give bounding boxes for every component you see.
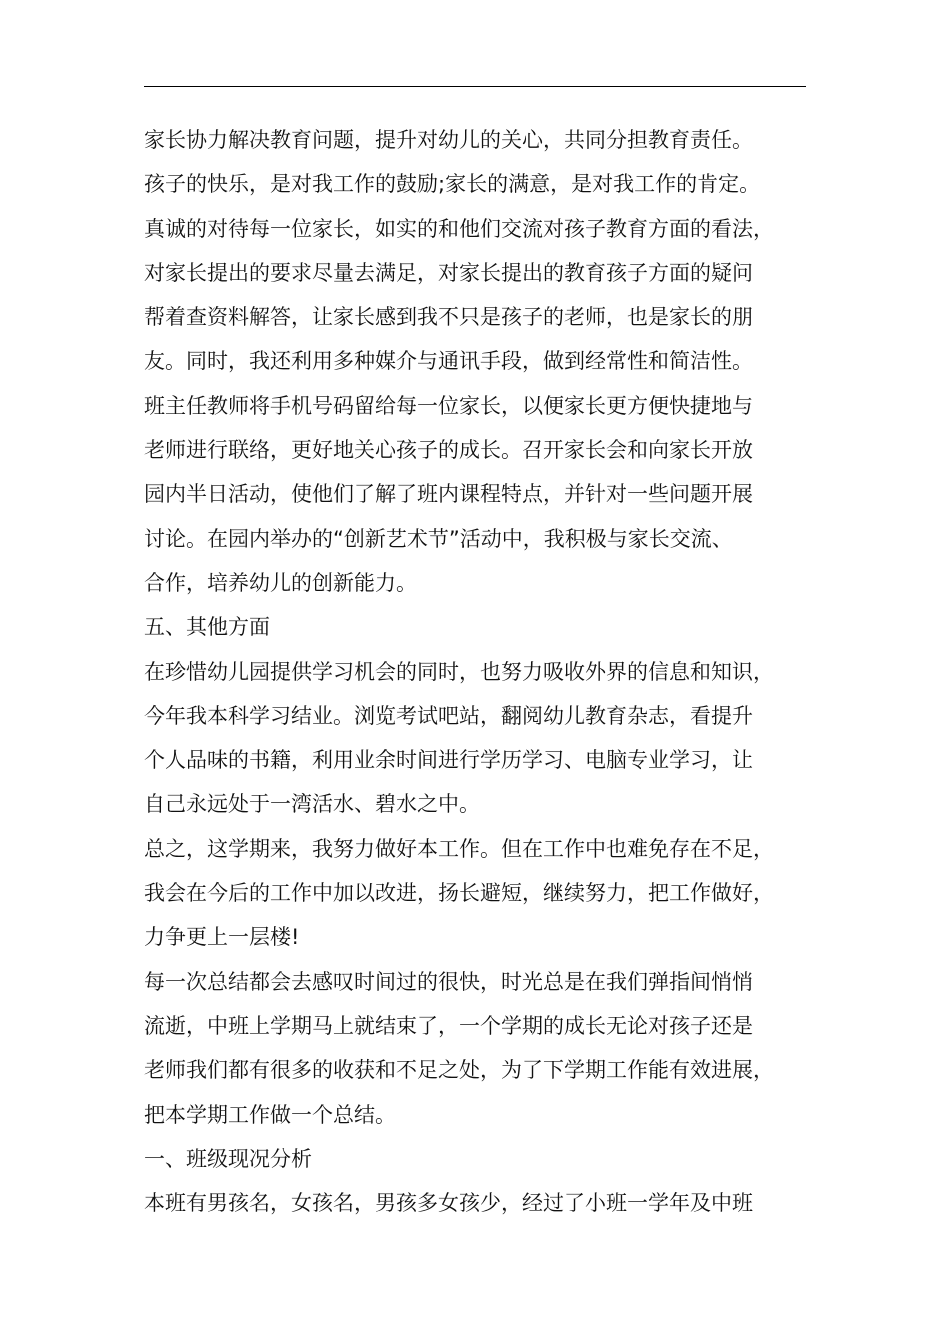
text-line: 在珍惜幼儿园提供学习机会的同时，也努力吸收外界的信息和知识， bbox=[144, 659, 774, 684]
text-line: 帮着查资料解答，让家长感到我不只是孩子的老师，也是家长的朋 bbox=[144, 305, 753, 330]
text-line: 自己永远处于一湾活水、碧水之中。 bbox=[144, 792, 480, 817]
header-rule bbox=[144, 86, 806, 87]
text-line: 真诚的对待每一位家长，如实的和他们交流对孩子教育方面的看法， bbox=[144, 216, 774, 241]
section-heading: 一、班级现况分析 bbox=[144, 1146, 312, 1171]
text-line: 园内半日活动，使他们了解了班内课程特点，并针对一些问题开展 bbox=[144, 482, 753, 507]
text-line: 今年我本科学习结业。浏览考试吧站，翻阅幼儿教育杂志，看提升 bbox=[144, 703, 753, 728]
text-line: 老师我们都有很多的收获和不足之处，为了下学期工作能有效进展， bbox=[144, 1058, 774, 1083]
text-line: 合作，培养幼儿的创新能力。 bbox=[144, 570, 417, 595]
text-line: 本班有男孩名，女孩名，男孩多女孩少，经过了小班一学年及中班 bbox=[144, 1191, 753, 1216]
text-line: 把本学期工作做一个总结。 bbox=[144, 1102, 396, 1127]
text-line: 班主任教师将手机号码留给每一位家长，以便家长更方便快捷地与 bbox=[144, 393, 753, 418]
text-line: 每一次总结都会去感叹时间过的很快，时光总是在我们弹指间悄悄 bbox=[144, 969, 753, 994]
section-heading: 五、其他方面 bbox=[144, 615, 270, 640]
text-line: 个人品味的书籍，利用业余时间进行学历学习、电脑专业学习，让 bbox=[144, 748, 753, 773]
text-line: 我会在今后的工作中加以改进，扬长避短，继续努力，把工作做好， bbox=[144, 881, 774, 906]
text-line: 老师进行联络，更好地关心孩子的成长。召开家长会和向家长开放 bbox=[144, 438, 753, 463]
document-body bbox=[144, 118, 824, 1225]
text-line: 讨论。在园内举办的“创新艺术节”活动中，我积极与家长交流、 bbox=[144, 526, 733, 551]
text-line: 力争更上一层楼! bbox=[144, 925, 300, 950]
text-line: 家长协力解决教育问题，提升对幼儿的关心，共同分担教育责任。 bbox=[144, 128, 753, 152]
text-line: 对家长提出的要求尽量去满足，对家长提出的教育孩子方面的疑问 bbox=[144, 260, 753, 285]
text-line: 流逝，中班上学期马上就结束了，一个学期的成长无论对孩子还是 bbox=[144, 1013, 753, 1038]
text-line: 孩子的快乐，是对我工作的鼓励;家长的满意，是对我工作的肯定。 bbox=[144, 172, 761, 197]
text-line: 友。同时，我还利用多种媒介与通讯手段，做到经常性和简洁性。 bbox=[144, 349, 753, 374]
text-line: 总之，这学期来，我努力做好本工作。但在工作中也难免存在不足， bbox=[144, 836, 774, 861]
